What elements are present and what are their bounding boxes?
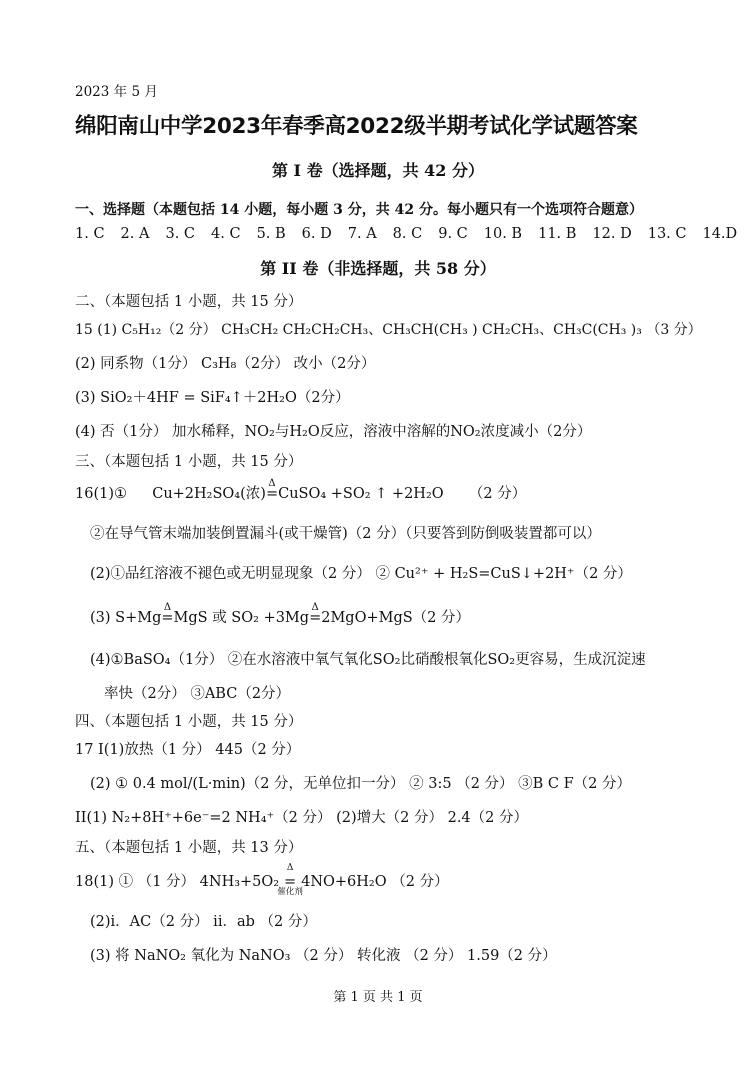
answer-item: 8. C xyxy=(392,226,423,242)
answer-item: 14.D xyxy=(702,226,738,242)
q16-score: （2 分） xyxy=(468,486,527,502)
answer-item: 9. C xyxy=(438,226,468,242)
q16-part3-right: 2MgO+MgS（2 分） xyxy=(321,610,471,626)
q17-part1: 17 I(1)放热（1 分） 445（2 分） xyxy=(75,742,301,758)
q18-part1-equation xyxy=(75,863,449,897)
q17-part3: II(1) N₂+8H⁺+6e⁻=2 NH₄⁺（2 分） (2)增大（2 分） 2.4（2 分） xyxy=(75,810,528,826)
catalyst-condition: Δ = 催化剂 xyxy=(277,863,303,897)
q16-part3-equation xyxy=(90,602,471,628)
heat-mark: Δ = xyxy=(265,478,279,502)
q16-label: 16(1)① xyxy=(75,486,127,502)
section3-header: 三、（本题包括 1 小题，共 15 分） xyxy=(75,454,303,470)
q18-part2: (2)i．AC（2 分） ii．ab （2 分） xyxy=(90,914,317,930)
q16-part4b: 率快（2分） ③ABC（2分） xyxy=(104,686,291,702)
section5-header: 五、（本题包括 1 小题，共 13 分） xyxy=(75,840,303,856)
answer-item: 4. C xyxy=(211,226,241,242)
heat-mark: Δ = xyxy=(161,602,174,626)
q17-part2: (2) ① 0.4 mol/(L·min)（2 分，无单位扣一分） ② 3:5 （2 分） ③B C F（2 分） xyxy=(90,776,632,792)
heat-mark: Δ = xyxy=(309,602,322,626)
q16-part1-equation xyxy=(75,478,527,504)
q16-part3-mid: MgS 或 SO₂ +3Mg xyxy=(173,610,310,626)
answer-item: 11. B xyxy=(538,226,577,242)
q18-part1-right: 4NO+6H₂O （2 分） xyxy=(301,874,449,890)
q15-part2: (2) 同系物（1分） C₃H₈（2分） 改小（2分） xyxy=(75,356,376,372)
page-footer: 第 1 页 共 1 页 xyxy=(333,990,423,1005)
q15-part4: (4) 否（1分） 加水稀释，NO₂与H₂O反应，溶液中溶解的NO₂浓度减小（2分） xyxy=(75,424,592,440)
answer-item: 7. A xyxy=(347,226,377,242)
part2-title: 第 II 卷（非选择题，共 58 分） xyxy=(260,259,496,278)
answer-item: 13. C xyxy=(647,226,687,242)
exam-date: 2023 年 5 月 xyxy=(75,84,158,100)
answer-item: 3. C xyxy=(165,226,196,242)
section1-header: 一、选择题（本题包括 14 小题，每小题 3 分，共 42 分。每小题只有一个选项符合题意） xyxy=(75,202,643,218)
q15-part1: 15 (1) C₅H₁₂（2 分） CH₃CH₂ CH₂CH₂CH₃、CH₃CH(CH₃ ) CH₂CH₃、CH₃C(CH₃ )₃ （3 分） xyxy=(75,322,702,338)
q16-eq-left: Cu+2H₂SO₄(浓) xyxy=(152,486,266,502)
section4-header: 四、（本题包括 1 小题，共 15 分） xyxy=(75,714,303,730)
answer-list xyxy=(75,226,737,242)
q16-part2: (2)①品红溶液不褪色或无明显现象（2 分） ② Cu²⁺ + H₂S=CuS↓+2H⁺（2 分） xyxy=(90,566,632,582)
q18-part1-left: 18(1) ① （1 分） 4NH₃+5O₂ xyxy=(75,874,280,890)
document-title: 绵阳南山中学2023年春季高2022级半期考试化学试题答案 xyxy=(75,114,638,139)
section2-header: 二、（本题包括 1 小题，共 15 分） xyxy=(75,294,303,310)
answer-item: 12. D xyxy=(592,226,632,242)
q16-part1b: ②在导气管末端加装倒置漏斗(或干燥管)（2 分）（只要答到防倒吸装置都可以） xyxy=(90,526,601,542)
answer-item: 10. B xyxy=(483,226,523,242)
part1-title: 第 I 卷（选择题，共 42 分） xyxy=(271,161,485,180)
answer-item: 1. C xyxy=(75,226,105,242)
q16-part4a: (4)①BaSO₄（1分） ②在水溶液中氧气氧化SO₂比硝酸根氧化SO₂更容易，生成沉淀速 xyxy=(90,652,646,668)
answer-item: 6. D xyxy=(301,226,332,242)
answer-item: 5. B xyxy=(256,226,286,242)
choice-answers xyxy=(75,224,737,244)
q16-part3-left: (3) S+Mg xyxy=(90,610,162,626)
answer-item: 2. A xyxy=(120,226,150,242)
q18-part3: (3) 将 NaNO₂ 氧化为 NaNO₃ （2 分） 转化液 （2 分） 1.59（2 分） xyxy=(90,948,557,964)
q15-part3: (3) SiO₂＋4HF = SiF₄↑＋2H₂O（2分） xyxy=(75,390,350,406)
q16-eq-right: CuSO₄ +SO₂ ↑ +2H₂O xyxy=(278,486,444,502)
